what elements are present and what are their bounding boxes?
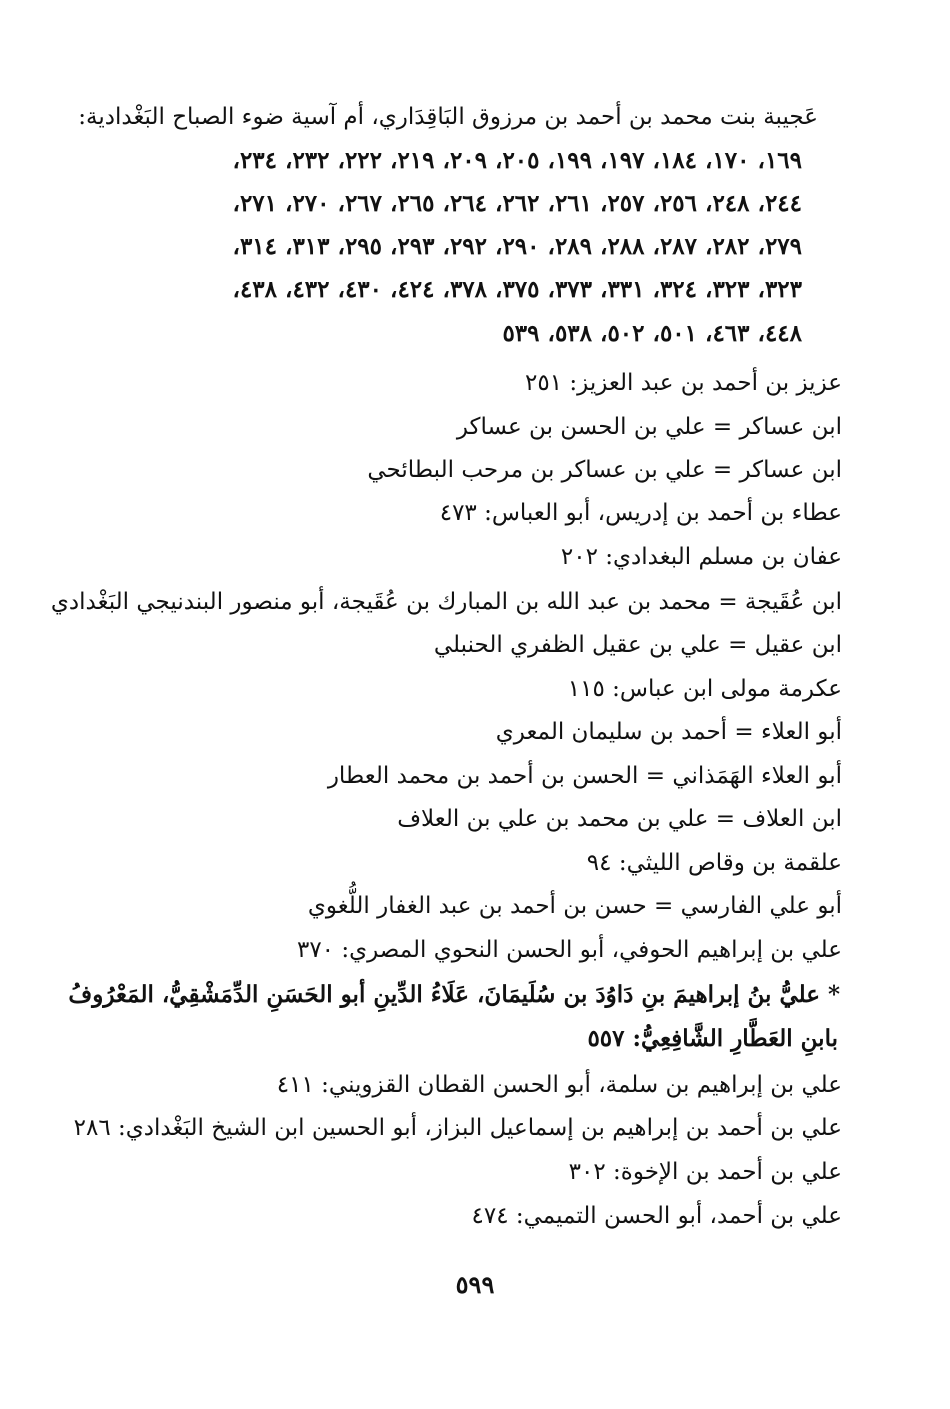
- entry-page-refs: ١٦٩، ١٧٠، ١٨٤، ١٩٧، ١٩٩، ٢٠٥، ٢٠٩، ٢١٩، ٢٢٢، ٢٣٢، ٢٣٤،: [232, 147, 802, 174]
- index-entry-highlighted: بابنِ العَطَّارِ الشَّافِعِيُّ: ٥٥٧: [587, 1025, 838, 1052]
- index-entry: ابن عقيل = علي بن عقيل الظفري الحنبلي: [433, 632, 842, 658]
- index-entry: علي بن أحمد، أبو الحسن التميمي: ٤٧٤: [471, 1203, 842, 1229]
- entry-page-refs: ٤٤٨، ٤٦٣، ٥٠١، ٥٠٢، ٥٣٨، ٥٣٩: [502, 320, 802, 347]
- index-entry: عكرمة مولى ابن عباس: ١١٥: [567, 676, 842, 702]
- index-entry: ابن العلاف = علي بن محمد بن علي بن العلاف: [397, 806, 842, 832]
- index-entry: عزيز بن أحمد بن عبد العزيز: ٢٥١: [525, 370, 842, 396]
- index-entry: ابن عساكر = علي بن الحسن بن عساكر: [456, 414, 842, 440]
- index-entry: ابن عساكر = علي بن عساكر بن مرحب البطائحي: [367, 457, 842, 483]
- entry-page-refs: ٣٢٣، ٣٢٣، ٣٢٤، ٣٣١، ٣٧٣، ٣٧٥، ٣٧٨، ٤٢٤، ٤٣٠، ٤٣٢، ٤٣٨،: [232, 276, 802, 303]
- entry-page-refs: ٢٤٤، ٢٤٨، ٢٥٦، ٢٥٧، ٢٦١، ٢٦٢، ٢٦٤، ٢٦٥، ٢٦٧، ٢٧٠، ٢٧١،: [232, 190, 802, 217]
- index-entry: عطاء بن أحمد بن إدريس، أبو العباس: ٤٧٣: [439, 500, 842, 526]
- index-entry: عفان بن مسلم البغدادي: ٢٠٢: [560, 544, 842, 570]
- entry-heading: عَجيبة بنت محمد بن أحمد بن مرزوق البَاقِدَاري، أم آسية ضوء الصباح البَغْدادية:: [78, 104, 818, 130]
- index-entry: أبو علي الفارسي = حسن بن أحمد بن عبد الغفار اللُّغوي: [307, 893, 842, 919]
- index-entry: علي بن إبراهيم بن سلمة، أبو الحسن القطان القزويني: ٤١١: [276, 1072, 842, 1098]
- index-entry: علي بن أحمد بن إبراهيم بن إسماعيل البزاز، أبو الحسين ابن الشيخ البَغْدادي: ٢٨٦: [73, 1115, 842, 1141]
- index-entry: ابن عُقَيجة = محمد بن عبد الله بن المبارك بن عُقَيجة، أبو منصور البندنيجي البَغْدادي: [50, 589, 842, 615]
- index-entry: علقمة بن وقاص الليثي: ٩٤: [586, 850, 842, 876]
- index-entry: أبو العلاء = أحمد بن سليمان المعري: [495, 719, 842, 745]
- index-entry: علي بن إبراهيم الحوفي، أبو الحسن النحوي المصري: ٣٧٠: [296, 937, 842, 963]
- index-entry-highlighted: * عليُّ بنُ إبراهيمَ بنِ دَاوُدَ بن سُلَيمَانَ، عَلَاءُ الدِّينِ أبو الحَسَنِ الدِّمَشْقِيُّ، المَعْرُوفُ: [68, 981, 840, 1008]
- entry-page-refs: ٢٧٩، ٢٨٢، ٢٨٧، ٢٨٨، ٢٨٩، ٢٩٠، ٢٩٢، ٢٩٣، ٢٩٥، ٣١٣، ٣١٤،: [232, 233, 802, 260]
- index-entry: أبو العلاء الهَمَذاني = الحسن بن أحمد بن محمد العطار: [327, 763, 842, 789]
- index-entry: علي بن أحمد بن الإخوة: ٣٠٢: [568, 1159, 842, 1185]
- page-number: ٥٩٩: [455, 1270, 495, 1299]
